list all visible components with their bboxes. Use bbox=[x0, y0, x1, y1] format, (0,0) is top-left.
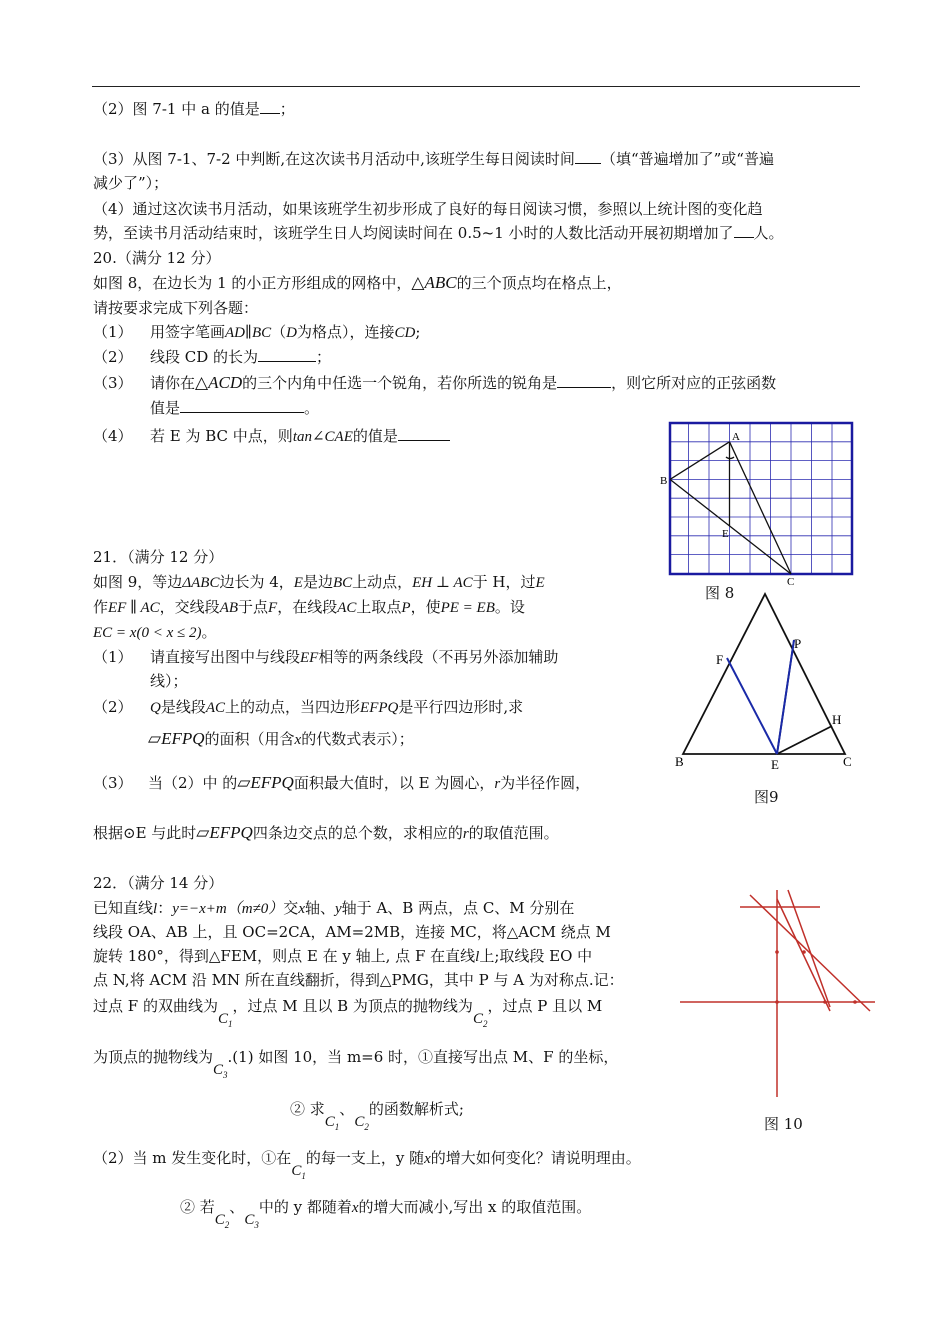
q21-item3-b: 面积最大值时，以 E 为圆心， bbox=[293, 774, 495, 792]
q19-part4-end: 人。 bbox=[753, 224, 784, 242]
label-a: A bbox=[732, 431, 740, 443]
figure-9-triangle bbox=[672, 590, 862, 770]
q21-line2-ab: AB bbox=[219, 600, 239, 616]
q22-line1-d: 轴、 bbox=[304, 899, 335, 917]
q19-part2 bbox=[93, 98, 295, 120]
q22-line1-eq: y=−x+m（m≠0） bbox=[172, 901, 284, 917]
q22-line8-b: 的每一支上，y 随 bbox=[305, 1149, 425, 1167]
curve-c2-sub: 2 bbox=[482, 1019, 488, 1029]
q21-item3-e: 四条边交点的总个数，求相应的 bbox=[252, 824, 463, 842]
q22-line1-l: l bbox=[153, 901, 158, 917]
q21-line1-c: 是边 bbox=[302, 573, 333, 591]
label-b: B bbox=[675, 754, 684, 769]
q21-line1-b: 边长为 4， bbox=[219, 573, 294, 591]
label-c: C bbox=[787, 576, 795, 588]
q20-intro-b: 的三个顶点均在格点上， bbox=[456, 274, 622, 292]
q21-item1-b: 相等的两条线段（不再另外添加辅助 bbox=[318, 648, 559, 666]
curve-c2-ref2-letter: C bbox=[214, 1212, 225, 1228]
q21-item2-q: Q bbox=[150, 700, 161, 716]
curve-c1-ref2-sub: 1 bbox=[301, 1171, 306, 1181]
curve-c1-letter: C bbox=[217, 1011, 228, 1027]
q22-line9-d: 的增大而减小,写出 x 的取值范围。 bbox=[358, 1198, 592, 1216]
q22-line1-x: x bbox=[298, 901, 305, 917]
q20-item3-cont bbox=[150, 397, 319, 419]
q22-line9-a: ② 若 bbox=[180, 1198, 215, 1216]
label-c: C bbox=[843, 754, 852, 769]
q21-item2-number: （2） bbox=[93, 698, 133, 716]
q20-item1 bbox=[150, 321, 420, 344]
curve-c1-ref-sub: 1 bbox=[334, 1122, 340, 1132]
curve-c1 bbox=[218, 1011, 233, 1027]
curve-c1-ref2-letter: C bbox=[291, 1163, 302, 1179]
q20-item3-a: 请你在 bbox=[150, 374, 196, 392]
label-h: H bbox=[832, 712, 842, 727]
q20-item4-tan: tan∠CAE bbox=[292, 429, 353, 445]
q21-line1-d: 上动点， bbox=[352, 573, 413, 591]
q21-line2-ef: EF ∥ AC bbox=[108, 600, 160, 616]
q20-item1-a: 用签字笔画 bbox=[150, 323, 226, 341]
answer-blank[interactable] bbox=[180, 398, 304, 413]
curve-c2-ref-sub: 2 bbox=[364, 1122, 369, 1132]
label-f: F bbox=[716, 652, 724, 667]
q19-part3 bbox=[93, 148, 774, 170]
q21-item1-ef: EF bbox=[300, 650, 319, 666]
curve-c3 bbox=[213, 1062, 228, 1078]
curve-c2-ref2 bbox=[215, 1212, 230, 1228]
label-e: E bbox=[771, 757, 779, 772]
q19-part3-text-b: （填“普遍增加了”或“普遍 bbox=[600, 150, 774, 168]
curve-c3-ref-letter: C bbox=[244, 1212, 255, 1228]
q21-item3-cont bbox=[93, 822, 559, 845]
q22-line9-b: 、 bbox=[229, 1198, 245, 1216]
q20-item4-b: 的值是 bbox=[352, 427, 398, 445]
q22-line5 bbox=[93, 995, 603, 1029]
q22-line7 bbox=[290, 1098, 464, 1132]
parallelogram-lines bbox=[727, 640, 794, 754]
answer-blank[interactable] bbox=[260, 99, 280, 114]
curve-c1-sub: 1 bbox=[227, 1019, 233, 1029]
q21-item3-r: r bbox=[494, 776, 501, 792]
q21-line1-e2: E bbox=[535, 575, 545, 591]
answer-blank[interactable] bbox=[398, 426, 450, 441]
q22-line5-b: ，过点 M 且以 B 为顶点的抛物线为 bbox=[232, 997, 473, 1015]
q21-item1-number: （1） bbox=[93, 648, 133, 666]
q20-item3-end: 。 bbox=[304, 399, 320, 417]
q21-item2-cont bbox=[148, 728, 414, 751]
q21-line2-b: ，交线段 bbox=[159, 598, 220, 616]
q19-part3-cont: 减少了”）； bbox=[93, 174, 169, 192]
q21-item2-d: 的面积（用含 bbox=[204, 730, 295, 748]
q22-line2: 线段 OA、AB 上，且 OC=2CA，AM=2MB，连接 MC，将△ACM 绕点 M bbox=[93, 923, 611, 941]
figure-9-caption: 图9 bbox=[754, 788, 779, 806]
q22-line3-b: 上;取线段 EO 中 bbox=[479, 947, 593, 965]
q22-line8 bbox=[93, 1147, 641, 1181]
q22-line3 bbox=[93, 945, 592, 968]
q19-part4-cont bbox=[93, 222, 784, 244]
q22-line8-a: （2）当 m 发生变化时，①在 bbox=[93, 1149, 292, 1167]
q21-line2-h: 。设 bbox=[494, 598, 525, 616]
q21-line1-bc: BC bbox=[332, 575, 353, 591]
answer-blank[interactable] bbox=[258, 347, 316, 362]
q22-line1-y: y bbox=[335, 901, 342, 917]
triangle-acd: △ACD bbox=[195, 373, 243, 392]
q21-item2-e: 的代数式表示）； bbox=[301, 730, 414, 748]
q22-line6 bbox=[93, 1046, 619, 1080]
q22-line6-b: .(1) 如图 10，当 m=6 时，①直接写出点 M、F 的坐标， bbox=[227, 1048, 619, 1066]
q20-item1-c: 为格点），连接 bbox=[296, 323, 395, 341]
q21-line1-abc: ΔABC bbox=[182, 575, 220, 591]
q21-line3-end: 。 bbox=[201, 623, 217, 641]
figure-8-grid bbox=[660, 421, 854, 588]
q21-line2-d: ，在线段 bbox=[277, 598, 338, 616]
q22-line7-b: 、 bbox=[339, 1100, 355, 1118]
q21-line1-eh: EH ⊥ AC bbox=[412, 575, 473, 591]
curve-c1-ref bbox=[325, 1114, 340, 1130]
q21-line2 bbox=[93, 596, 525, 619]
figure-8-caption: 图 8 bbox=[705, 584, 735, 602]
q21-line3 bbox=[93, 621, 216, 644]
q19-part4: （4）通过这次读书月活动，如果该班学生初步形成了良好的每日阅读习惯，参照以上统计图的变化趋 bbox=[93, 200, 763, 218]
curve-c3-ref bbox=[244, 1212, 259, 1228]
q20-item2-end: ； bbox=[316, 348, 332, 366]
q21-item1-a: 请直接写出图中与线段 bbox=[150, 648, 301, 666]
q21-line2-f: F bbox=[268, 600, 278, 616]
q21-item3-par2: ▱EFPQ bbox=[196, 823, 253, 842]
q21-line2-p: P bbox=[401, 600, 411, 616]
q21-item3-a: 当（2）中 的 bbox=[148, 774, 238, 792]
q21-item2-c: 是平行四边形时,求 bbox=[398, 698, 524, 716]
q21-item3 bbox=[148, 772, 590, 795]
figure-10-caption: 图 10 bbox=[764, 1115, 803, 1133]
q21-line1-e: E bbox=[293, 575, 303, 591]
q20-item4-a: 若 E 为 BC 中点，则 bbox=[150, 427, 293, 445]
figure-10-graph bbox=[680, 885, 875, 1100]
q21-item2-efpq: EFPQ bbox=[360, 700, 399, 716]
q21-line2-pe: PE = EB bbox=[440, 600, 495, 616]
q21-line2-a: 作 bbox=[93, 598, 109, 616]
q20-item4-number: （4） bbox=[93, 427, 133, 445]
q21-heading: 21．（满分 12 分） bbox=[93, 548, 224, 566]
q21-item3-f: 的取值范围。 bbox=[468, 824, 559, 842]
q21-item3-d: 根据⊙E 与此时 bbox=[93, 824, 197, 842]
q21-item1 bbox=[150, 646, 558, 669]
q20-instructions: 请按要求完成下列各题： bbox=[93, 299, 259, 317]
q21-line3-expr: EC = x(0 < x ≤ 2) bbox=[93, 625, 202, 641]
q20-item1-ad: AD∥BC bbox=[225, 325, 272, 341]
q20-item3-b: 的三个内角中任选一个锐角，若你所选的锐角是 bbox=[242, 374, 558, 392]
q20-item2 bbox=[150, 346, 331, 368]
q22-line5-c: ，过点 P 且以 M bbox=[487, 997, 603, 1015]
q20-heading: 20.（满分 12 分） bbox=[93, 249, 221, 267]
q20-item3-c: ，则它所对应的正弦函数 bbox=[611, 374, 777, 392]
q22-line4: 点 N,将 ACM 沿 MN 所在直线翻折，得到△PMG，其中 P 与 A 为对称点.记： bbox=[93, 971, 624, 989]
q21-line2-e: 上取点 bbox=[356, 598, 402, 616]
q21-line2-g: ，使 bbox=[410, 598, 441, 616]
q21-item2-x: x bbox=[294, 732, 302, 748]
q22-line8-x: x bbox=[424, 1151, 431, 1167]
figure-10-lines bbox=[680, 890, 875, 1097]
q20-item1-b: （ bbox=[271, 323, 287, 341]
q21-item3-number: （3） bbox=[93, 774, 133, 792]
curve-c1-ref-letter: C bbox=[324, 1114, 335, 1130]
label-p: P bbox=[794, 636, 802, 651]
q19-part2-text: （2）图 7-1 中 a 的值是 bbox=[93, 100, 260, 118]
q20-item1-cd: CD bbox=[394, 325, 416, 341]
curve-c1-ref2 bbox=[291, 1163, 306, 1179]
curve-c2-ref bbox=[354, 1114, 369, 1130]
q22-line7-c: 的函数解析式; bbox=[368, 1100, 464, 1118]
q20-intro-a: 如图 8，在边长为 1 的小正方形组成的网格中， bbox=[93, 274, 412, 292]
q20-item3-number: （3） bbox=[93, 374, 133, 392]
curve-c3-letter: C bbox=[213, 1062, 224, 1078]
q21-item2-ac: AC bbox=[205, 700, 226, 716]
answer-blank[interactable] bbox=[557, 373, 611, 388]
q21-item2-par: ▱EFPQ bbox=[148, 729, 205, 748]
q22-line8-c: 的增大如何变化？请说明理由。 bbox=[430, 1149, 641, 1167]
q20-item1-d: D bbox=[286, 325, 297, 341]
curve-c2 bbox=[473, 1011, 488, 1027]
q21-line1-a: 如图 9，等边 bbox=[93, 573, 183, 591]
q19-part3-text: （3）从图 7-1、7-2 中判断,在这次读书月活动中,该班学生每日阅读时间 bbox=[93, 150, 575, 168]
q21-line1-f: 于 H，过 bbox=[472, 573, 536, 591]
q21-item2-b: 上的动点，当四边形 bbox=[225, 698, 361, 716]
curve-c3-ref-sub: 3 bbox=[254, 1220, 259, 1230]
q20-intro bbox=[93, 272, 622, 294]
q22-line5-a: 过点 F 的双曲线为 bbox=[93, 997, 218, 1015]
q22-heading: 22．（满分 14 分） bbox=[93, 874, 224, 892]
q22-line9-x: x bbox=[351, 1200, 359, 1216]
q21-item1-cont: 线）； bbox=[150, 672, 188, 690]
curve-c3-sub: 3 bbox=[223, 1070, 228, 1080]
q22-line9 bbox=[180, 1196, 592, 1230]
answer-blank[interactable] bbox=[575, 149, 601, 164]
curve-c2-ref2-sub: 2 bbox=[224, 1220, 230, 1230]
curve-c2-letter: C bbox=[472, 1011, 483, 1027]
triangle-abc: △ABC bbox=[411, 273, 457, 292]
q22-line6-a: 为顶点的抛物线为 bbox=[93, 1048, 214, 1066]
header-rule bbox=[92, 86, 860, 87]
q21-line2-c: 于点 bbox=[238, 598, 269, 616]
q22-line1-a: 已知直线 bbox=[93, 899, 154, 917]
q22-line3-a: 旋转 180°，得到△FEM，则点 E 在 y 轴上, 点 F 在直线 bbox=[93, 947, 476, 965]
q21-item3-par: ▱EFPQ bbox=[237, 773, 294, 792]
q21-item3-c: 为半径作圆， bbox=[500, 774, 591, 792]
q20-item3-d: 值是 bbox=[150, 399, 181, 417]
q19-part2-end: ； bbox=[279, 100, 295, 118]
q19-part4-text: 势，至读书月活动结束时，该班学生日人均阅读时间在 0.5~1 小时的人数比活动开展初期增加了 bbox=[93, 224, 734, 242]
q21-item2 bbox=[150, 696, 523, 719]
q21-line1 bbox=[93, 571, 545, 594]
q22-line1-b: ： bbox=[157, 899, 173, 917]
q22-line1 bbox=[93, 897, 574, 920]
answer-blank[interactable] bbox=[734, 223, 754, 238]
q20-item1-number: （1） bbox=[93, 323, 133, 341]
curve-c2-ref-letter: C bbox=[354, 1114, 365, 1130]
label-b: B bbox=[660, 475, 668, 487]
q21-item3-r2: r bbox=[462, 826, 469, 842]
q22-line3-l: l bbox=[475, 949, 480, 965]
q20-item1-end: ; bbox=[415, 323, 421, 341]
q21-item2-a: 是线段 bbox=[160, 698, 206, 716]
q22-line1-c: 交 bbox=[283, 899, 299, 917]
q22-line7-a: ② 求 bbox=[290, 1100, 325, 1118]
q21-line2-ac: AC bbox=[337, 600, 357, 616]
q22-line1-e: 轴于 A、B 两点，点 C、M 分别在 bbox=[341, 899, 575, 917]
label-e: E bbox=[722, 528, 729, 540]
q20-item4 bbox=[150, 425, 450, 448]
q20-item3 bbox=[150, 372, 776, 394]
q20-item2-text: 线段 CD 的长为 bbox=[150, 348, 259, 366]
q22-line9-c: 中的 y 都随着 bbox=[258, 1198, 352, 1216]
q20-item2-number: （2） bbox=[93, 348, 133, 366]
